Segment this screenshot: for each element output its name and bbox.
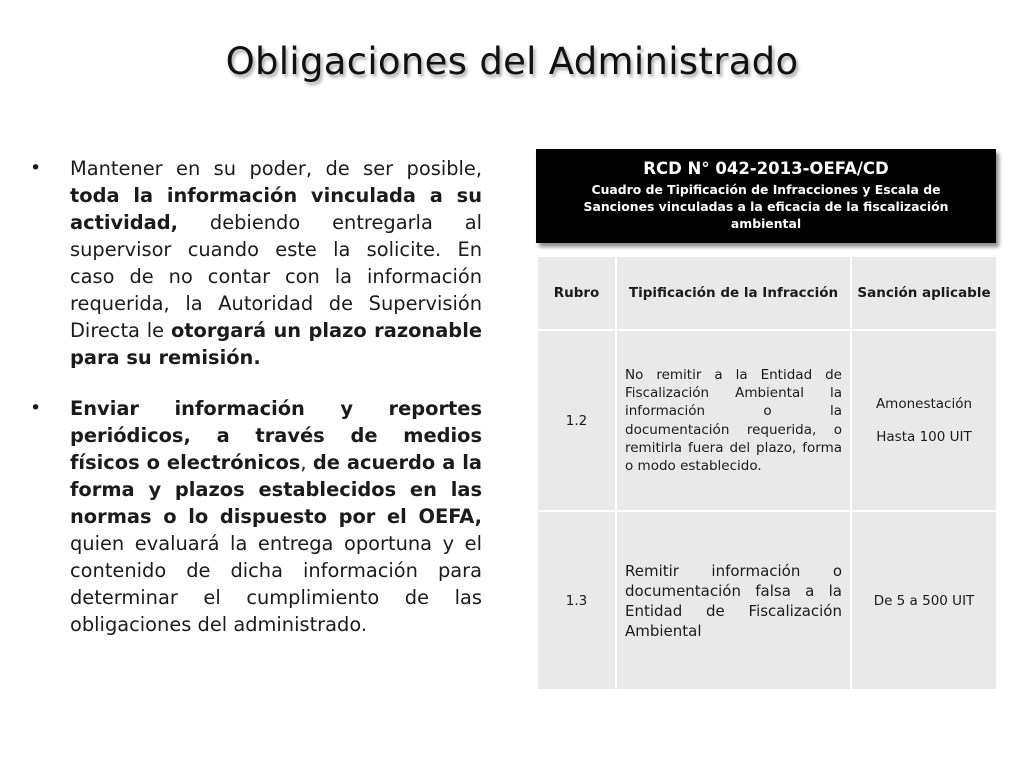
header-sancion: Sanción aplicable xyxy=(851,256,997,330)
bullet-text-bold: de acuerdo a la forma y plazos establecidos en las normas o lo dispuesto por el OEFA, xyxy=(70,451,482,528)
bullet-text-segment: , xyxy=(300,451,313,474)
cell-tipificacion: No remitir a la Entidad de Fiscalización Ambiental la información o la documentación requerida, o remitirla fuera del plazo, forma o modo establecido. xyxy=(616,330,851,511)
table-row xyxy=(537,330,997,511)
cell-rubro: 1.2 xyxy=(537,330,616,511)
sancion-value: De 5 a 500 UIT xyxy=(873,592,975,609)
table-header-row xyxy=(537,256,997,330)
infractions-table xyxy=(536,255,998,691)
bullet-item-obligation-information xyxy=(30,155,482,371)
slide-title: Obligaciones del Administrado xyxy=(225,40,799,83)
table-row xyxy=(537,511,997,690)
header-rubro: Rubro xyxy=(537,256,616,330)
bullet-marker: • xyxy=(30,397,42,419)
bullet-marker: • xyxy=(30,157,42,179)
cell-rubro: 1.3 xyxy=(537,511,616,690)
rcd-subtitle: Cuadro de Tipificación de Infracciones y Escala de Sanciones vinculadas a la eficacia de la fiscalización ambiental xyxy=(583,182,949,231)
rcd-title: RCD N° 042-2013-OEFA/CD xyxy=(643,159,889,178)
bullet-text-bold: toda la información vinculada a su actividad, xyxy=(70,184,482,234)
sancion-value: Hasta 100 UIT xyxy=(876,429,972,445)
cell-tipificacion: Remitir información o documentación falsa a la Entidad de Fiscalización Ambiental xyxy=(616,511,851,690)
header-tipificacion: Tipificación de la Infracción xyxy=(616,256,851,330)
sancion-value: Amonestación xyxy=(875,396,973,412)
bullet-text-bold: Enviar información y reportes periódicos, a través de medios físicos o electrónicos xyxy=(70,397,482,474)
rcd-header-box xyxy=(536,149,996,243)
bullet-text-segment: debiendo entregarla al supervisor cuando este la solicite. En caso de no contar con la información requerida, la Autoridad de Supervisión Directa le xyxy=(70,211,482,342)
bullet-list xyxy=(30,155,482,638)
cell-sancion xyxy=(851,330,997,511)
bullet-item-send-reports xyxy=(30,395,482,638)
bullet-text-bold: otorgará un plazo razonable para su remisión. xyxy=(70,319,482,369)
bullet-text-segment: Mantener en su poder, de ser posible, xyxy=(70,157,482,180)
cell-sancion xyxy=(851,511,997,690)
bullet-text-segment: quien evaluará la entrega oportuna y el contenido de dicha información para determinar el cumplimiento de las obligaciones del administrado. xyxy=(70,532,482,636)
